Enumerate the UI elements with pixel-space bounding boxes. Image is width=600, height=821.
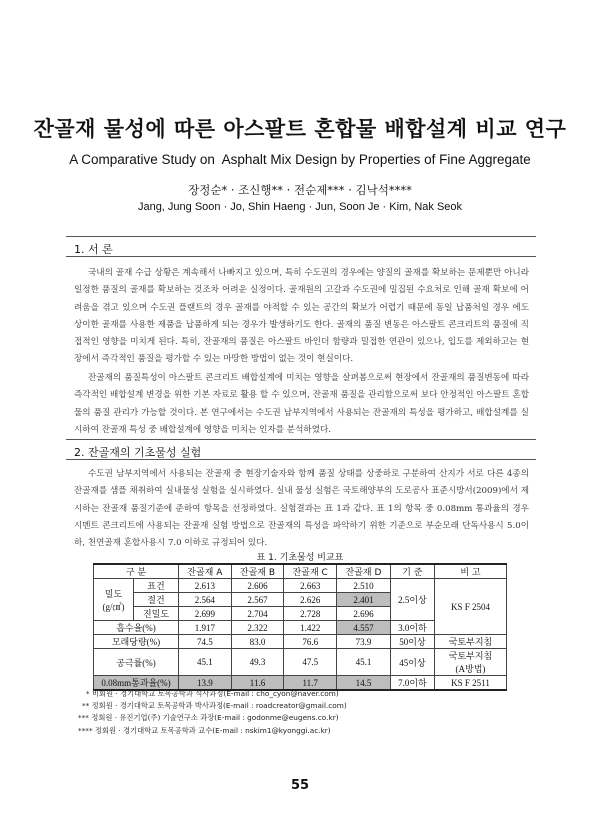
table-cell: 2.696 <box>337 607 391 621</box>
footnotes <box>78 688 538 737</box>
table-cell: 45.1 <box>179 649 232 676</box>
table-cell: 2.728 <box>284 607 337 621</box>
table-cell: 국토부지침 <box>435 635 507 649</box>
table-cell: 47.5 <box>284 649 337 676</box>
note-line: 국토부지침 <box>448 651 493 661</box>
table-header-cell: 잔골재 D <box>337 564 391 579</box>
paper-subtitle-english: A Comparative Study on Asphalt Mix Design by Properties of Fine Aggregate <box>69 152 531 167</box>
table-header-cell: 잔골재 B <box>231 564 284 579</box>
table-cell: 흡수율(%) <box>94 621 179 635</box>
table-cell-highlighted: 4.557 <box>337 621 391 635</box>
section-divider-bottom <box>66 256 536 257</box>
table-cell: 73.9 <box>337 635 391 649</box>
table-cell-highlighted: 2.401 <box>337 593 391 607</box>
table-cell: 진밀도 <box>134 607 179 621</box>
table-cell: 7.0이하 <box>390 676 434 691</box>
table-cell: 2.704 <box>231 607 284 621</box>
section-divider-top <box>66 236 536 237</box>
table-cell: 2.322 <box>231 621 284 635</box>
table-cell: 45.1 <box>337 649 391 676</box>
table-cell: 2.5이상 <box>390 579 434 621</box>
section-1-paragraph-2: 잔골재의 품질특성이 아스팔트 콘크리트 배합설계에 미치는 영향을 살펴봄으로써 현장에서 잔골재의 품질변동에 따라 즉각적인 배합설계 변경을 위한 기본 자료로 활용 할 수 있으며, 잔골재 품질을 관리함으로써 보다 안정적인 아스팔트 혼합물의 품질 관리가 가능할 것이다. 본 연구에서는 수도권 남부지역에서 사용되는 잔골재의 특성을 평가하고, 배합설계를 실시하여 잔골재 특성 중 배합설계에 영향을 미치는 인자를 분석하였다. <box>74 373 529 435</box>
footnote: *** 정회원 · 유진기업(주) 기술연구소 과장(E-mail : godonme@eugens.co.kr) <box>78 713 339 723</box>
table-header-cell: 잔골재 A <box>179 564 232 579</box>
table-header-cell: 비 고 <box>435 564 507 579</box>
section-divider-bottom <box>66 459 536 460</box>
section-1-paragraph-1: 국내의 골재 수급 상황은 계속해서 나빠지고 있으며, 특히 수도권의 경우에는 양질의 골재를 확보하는 문제뿐만 아니라 일정한 품질의 골재를 확보하는 것조차 어려운 실정이다. 골재원의 고갈과 수도권에 밀집된 수요처로 인해 골재 확보에 어려움을 겪고 있으며 수도권 플랜트의 경우 골재를 야적할 수 있는 공간의 확보가 어렵기 때문에 동일 납품처일 경우 에도 상이한 골재를 사용한 제품을 납품하게 되는 경우가 발생하기도 한다. 골재의 품질 변동은 아스팔트 콘크리트의 품질에 직접적인 영향을 미치게 된다. 특히, 잔골재의 품질은 아스팔트 바인더 함량과 밀접한 연관이 있으나, 입도를 제외하고는 현장에서 즉각적인 품질을 평가할 수 있는 마땅한 방법이 없는 것이 현실이다. <box>74 268 529 365</box>
density-unit: (g/㎤) <box>102 601 125 612</box>
paper-title: 잔골재 물성에 따른 아스팔트 혼합물 배합설계 비교 연구 <box>33 117 567 141</box>
table-cell: 50이상 <box>390 635 434 649</box>
table-cell: 2.567 <box>231 593 284 607</box>
table-cell: 49.3 <box>231 649 284 676</box>
table-cell: 2.613 <box>179 579 232 593</box>
authors-english: Jang, Jung Soon · Jo, Shin Haeng · Jun, Soon Je · Kim, Nak Seok <box>137 201 463 213</box>
section-2-paragraph-1: 수도권 남부지역에서 사용되는 잔골재 중 현장기술자와 함께 품질 상태를 상중하로 구분하여 산지가 서로 다른 4종의 잔골재를 샘플 채취하여 실내물성 실험을 실시하였다. 실내 물성 실험은 국토해양부의 도로공사 표준시방서(2009)에서 제시하는 잔골재 품질기준에 준하여 항목을 선정하였다. 실험결과는 표 1과 같다. 표 1의 항목 중 0.08mm 통과율의 경우 시멘트 콘크리트에 사용되는 잔골재 실험 방법으로 잔골재의 특성을 파악하기 위한 기준으로 부순모래 단독사용시 5.0이하, 천연골재 혼합사용시 7.0 이하로 규정되어 있다. <box>74 469 529 549</box>
table-cell: KS F 2504 <box>435 579 507 635</box>
table-cell: 45이상 <box>390 649 434 676</box>
table-cell: 2.606 <box>231 579 284 593</box>
page-number: 55 <box>290 778 310 793</box>
table-cell: KS F 2511 <box>435 676 507 691</box>
table-cell: 76.6 <box>284 635 337 649</box>
table-header-row <box>94 564 507 579</box>
table-cell-highlighted: 11.7 <box>284 676 337 691</box>
properties-table <box>93 563 507 691</box>
density-label: 밀도 <box>104 588 123 599</box>
table-caption: 표 1. 기초물성 비교표 <box>256 553 344 563</box>
table-cell: 모래당량(%) <box>94 635 179 649</box>
table-row <box>94 649 507 676</box>
table-cell-highlighted: 14.5 <box>337 676 391 691</box>
table-cell: 3.0이하 <box>390 621 434 635</box>
table-cell <box>435 649 507 676</box>
footnote: **** 정회원 · 경기대학교 토목공학과 교수(E-mail : nskim1@kyonggi.ac.kr) <box>78 725 331 735</box>
table-row <box>94 635 507 649</box>
table-cell: 1.917 <box>179 621 232 635</box>
density-label-cell <box>94 579 134 621</box>
table-cell: 2.663 <box>284 579 337 593</box>
table-cell: 2.564 <box>179 593 232 607</box>
table-cell: 2.626 <box>284 593 337 607</box>
table-header-cell: 잔골재 C <box>284 564 337 579</box>
section-divider-top <box>66 439 536 440</box>
table-cell: 공극률(%) <box>94 649 179 676</box>
table-cell-highlighted: 13.9 <box>179 676 232 691</box>
section-1-heading: 1. 서 론 <box>74 243 113 256</box>
table-cell: 표건 <box>134 579 179 593</box>
table-cell: 83.0 <box>231 635 284 649</box>
footnote: ** 정회원 · 경기대학교 토목공학과 박사과정(E-mail : roadcreator@gmail.com) <box>82 701 347 711</box>
table-row <box>94 579 507 593</box>
table-cell: 74.5 <box>179 635 232 649</box>
table-header-cell: 구 분 <box>94 564 179 579</box>
note-line: (A방법) <box>455 664 486 674</box>
table-cell: 1.422 <box>284 621 337 635</box>
table-cell-highlighted: 11.6 <box>231 676 284 691</box>
table-cell-highlighted: 0.08mm통과율(%) <box>94 676 179 691</box>
footnote: * 비회원 · 경기대학교 토목공학과 석사과정(E-mail : cho_cyon@naver.com) <box>86 689 339 698</box>
section-2-heading: 2. 잔골재의 기초물성 실험 <box>74 446 202 459</box>
authors-korean: 장정순* · 조신행** · 전순제*** · 김낙석**** <box>188 183 412 197</box>
table-cell: 절건 <box>134 593 179 607</box>
table-header-cell: 기 준 <box>390 564 434 579</box>
table-cell: 2.510 <box>337 579 391 593</box>
table-cell: 2.699 <box>179 607 232 621</box>
